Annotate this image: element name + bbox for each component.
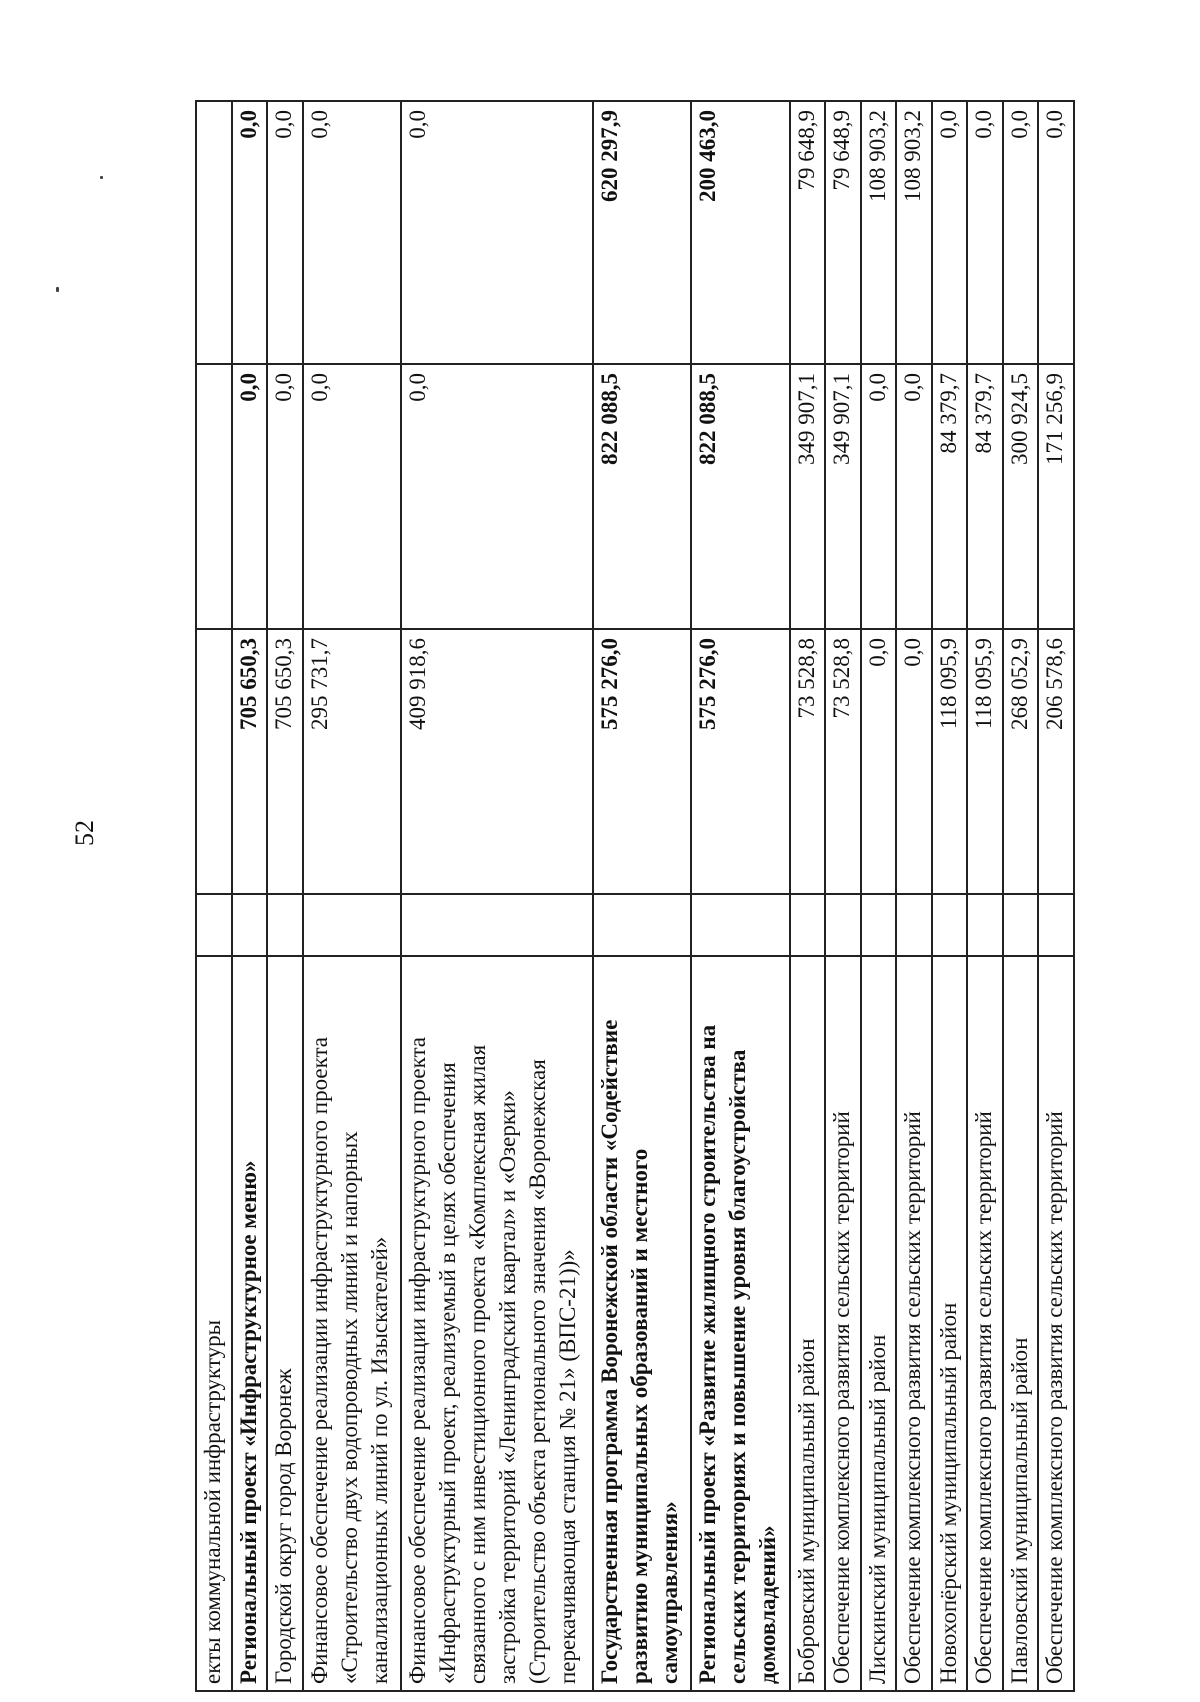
value-cell-2: 349 907,1 [825,364,861,629]
value-cell-2: 300 924,5 [1003,364,1039,629]
table-row [932,101,968,1691]
row-code-cell [1003,894,1039,956]
scan-speck [100,176,103,179]
row-name-cell: Финансовое обеспечение реализации инфраструктурного проекта «Строительство двух водопроводных линий и напорных канализационных линий по ул. Изыскателей» [303,956,401,1691]
value-cell-2: 0,0 [896,364,932,629]
row-code-cell [401,894,593,956]
table-row [691,101,789,1691]
row-code-cell [932,894,968,956]
table-row [790,101,826,1691]
row-code-cell [593,894,691,956]
value-cell-1: 575 276,0 [593,629,691,894]
value-cell-1: 705 650,3 [267,629,303,894]
table-row [825,101,861,1691]
table-row [861,101,897,1691]
table-row [267,101,303,1691]
value-cell-2: 822 088,5 [593,364,691,629]
value-cell-3: 0,0 [932,101,968,364]
value-cell-1 [196,629,232,894]
budget-table-rotated [195,102,1075,1692]
value-cell-2: 349 907,1 [790,364,826,629]
value-cell-2: 0,0 [267,364,303,629]
value-cell-1: 0,0 [861,629,897,894]
row-code-cell [896,894,932,956]
row-code-cell [303,894,401,956]
budget-table [195,100,1075,1692]
table-row [303,101,401,1691]
value-cell-1: 73 528,8 [790,629,826,894]
value-cell-1: 206 578,6 [1038,629,1074,894]
value-cell-2: 0,0 [861,364,897,629]
value-cell-3: 0,0 [232,101,268,364]
value-cell-1: 268 052,9 [1003,629,1039,894]
row-code-cell [861,894,897,956]
row-name-cell: Региональный проект «Развитие жилищного строительства на сельских территориях и повышение уровня благоустройства домовладений» [691,956,789,1691]
row-name-cell: Обеспечение комплексного развития сельских территорий [967,956,1003,1691]
value-cell-2: 822 088,5 [691,364,789,629]
value-cell-3: 79 648,9 [825,101,861,364]
value-cell-1: 409 918,6 [401,629,593,894]
value-cell-1: 118 095,9 [932,629,968,894]
table-row [1003,101,1039,1691]
row-name-cell: Финансовое обеспечение реализации инфраструктурного проекта «Инфраструктурный проект, реализуемый в целях обеспечения связанного с ним инвестиционного проекта «Комплексная жилая застройка территорий «Ленинградский квартал» и «Озерки» (Строительство объекта регионального значения «Воронежская перекачивающая станция № 21» (ВПС-21))» [401,956,593,1691]
row-name-cell: Бобровский муниципальный район [790,956,826,1691]
value-cell-3: 0,0 [1038,101,1074,364]
row-name-cell: Городской округ город Воронеж [267,956,303,1691]
row-code-cell [790,894,826,956]
scan-speck [56,287,59,292]
table-row [196,101,232,1691]
row-code-cell [1038,894,1074,956]
value-cell-2 [196,364,232,629]
value-cell-3: 79 648,9 [790,101,826,364]
value-cell-3: 108 903,2 [896,101,932,364]
value-cell-3: 108 903,2 [861,101,897,364]
value-cell-3: 0,0 [1003,101,1039,364]
row-name-cell: екты коммунальной инфраструктуры [196,956,232,1691]
row-code-cell [267,894,303,956]
value-cell-3: 200 463,0 [691,101,789,364]
value-cell-1: 575 276,0 [691,629,789,894]
value-cell-3: 620 297,9 [593,101,691,364]
row-name-cell: Павловский муниципальный район [1003,956,1039,1691]
row-name-cell: Государственная программа Воронежской области «Содействие развитию муниципальных образований и местного самоуправления» [593,956,691,1691]
row-name-cell: Обеспечение комплексного развития сельских территорий [1038,956,1074,1691]
table-row [232,101,268,1691]
row-name-cell: Новохопёрский муниципальный район [932,956,968,1691]
value-cell-2: 0,0 [401,364,593,629]
page-number: 52 [70,820,99,846]
row-code-cell [232,894,268,956]
value-cell-1: 118 095,9 [967,629,1003,894]
row-code-cell [691,894,789,956]
row-name-cell: Обеспечение комплексного развития сельских территорий [825,956,861,1691]
value-cell-3: 0,0 [401,101,593,364]
table-row [401,101,593,1691]
row-name-cell: Региональный проект «Инфраструктурное меню» [232,956,268,1691]
value-cell-2: 171 256,9 [1038,364,1074,629]
value-cell-2: 0,0 [303,364,401,629]
value-cell-2: 0,0 [232,364,268,629]
value-cell-3: 0,0 [267,101,303,364]
table-row [896,101,932,1691]
row-name-cell: Лискинский муниципальный район [861,956,897,1691]
value-cell-2: 84 379,7 [932,364,968,629]
value-cell-1: 0,0 [896,629,932,894]
value-cell-3 [196,101,232,364]
value-cell-1: 73 528,8 [825,629,861,894]
row-code-cell [196,894,232,956]
table-body [196,101,1074,1691]
row-code-cell [967,894,1003,956]
table-row [593,101,691,1691]
value-cell-1: 705 650,3 [232,629,268,894]
table-row [967,101,1003,1691]
value-cell-2: 84 379,7 [967,364,1003,629]
row-name-cell: Обеспечение комплексного развития сельских территорий [896,956,932,1691]
row-code-cell [825,894,861,956]
value-cell-3: 0,0 [303,101,401,364]
value-cell-1: 295 731,7 [303,629,401,894]
table-row [1038,101,1074,1691]
value-cell-3: 0,0 [967,101,1003,364]
